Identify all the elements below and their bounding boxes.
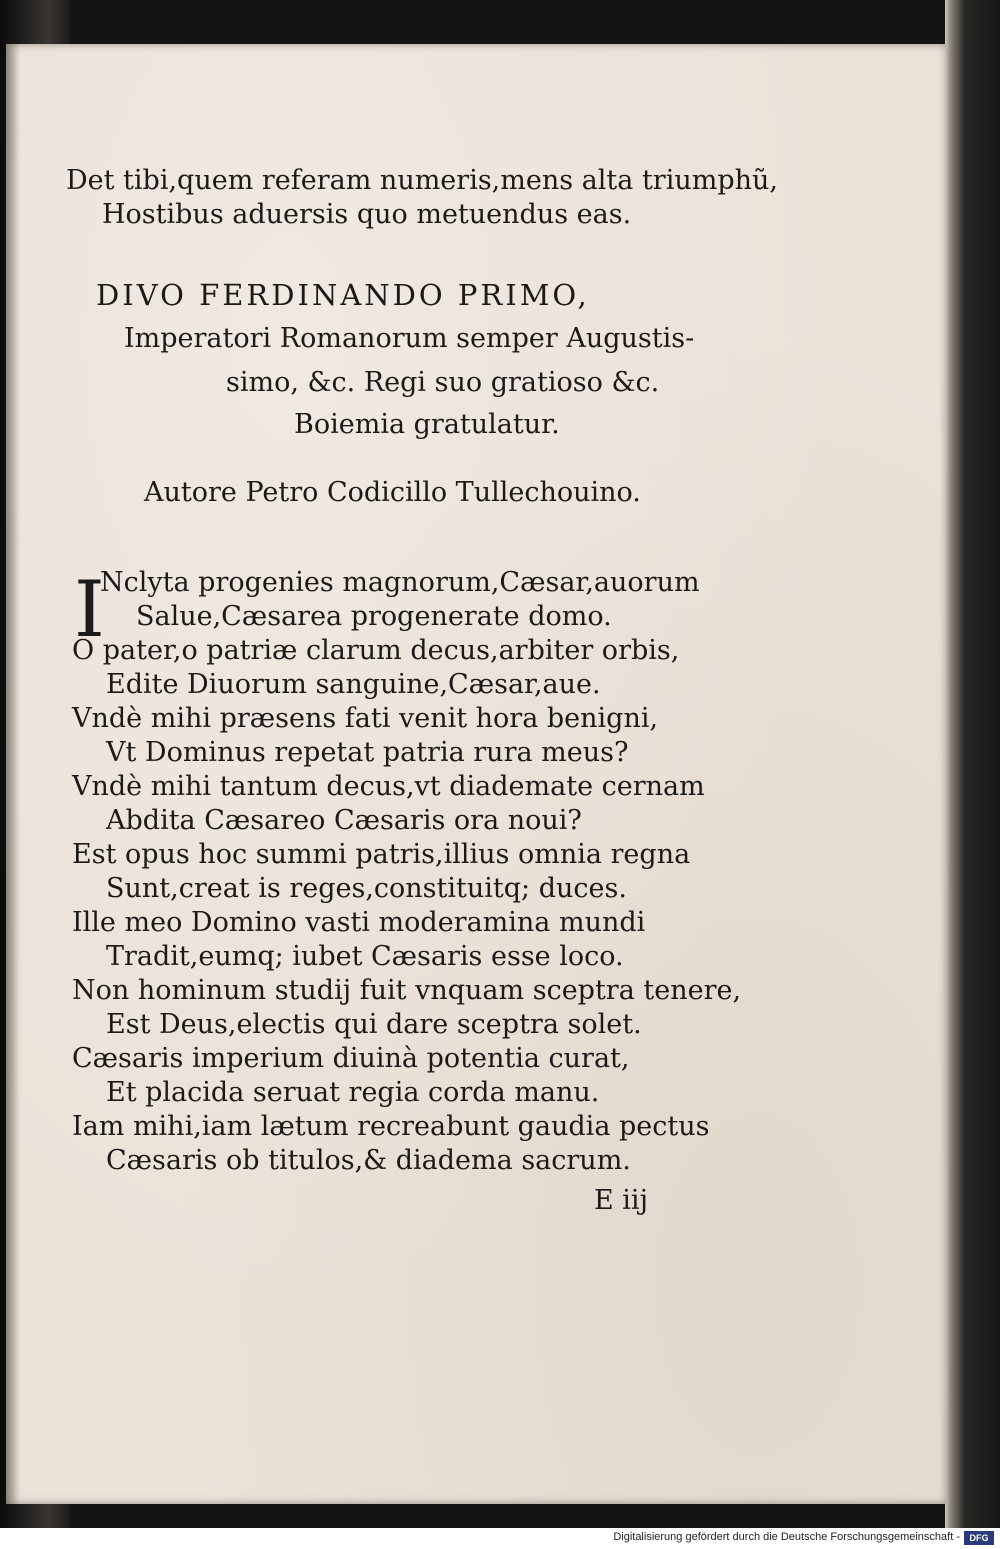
top-verse-line-1: Det tibi,quem referam numeris,mens alta triumphũ, [66, 165, 778, 196]
poem-line: O pater,o patriæ clarum decus,arbiter orbis, [72, 635, 680, 666]
poem-line: Ille meo Domino vasti moderamina mundi [72, 907, 646, 938]
poem-line: Abdita Cæsareo Cæsaris ora noui? [106, 805, 582, 836]
book-page [6, 44, 946, 1504]
author-line: Autore Petro Codicillo Tullechouino. [144, 477, 641, 508]
footer-credit-text: Digitalisierung gefördert durch die Deutsche Forschungsgemeinschaft - [613, 1531, 960, 1543]
poem-line: Est Deus,electis qui dare sceptra solet. [106, 1009, 642, 1040]
poem-line: Edite Diuorum sanguine,Cæsar,aue. [106, 669, 601, 700]
poem-line: Tradit,eumq; iubet Cæsaris esse loco. [106, 941, 624, 972]
heading-line-3: Boiemia gratulatur. [294, 409, 560, 440]
drop-cap-initial: I [74, 565, 105, 655]
poem-line: Cæsaris imperium diuinà potentia curat, [72, 1043, 630, 1074]
poem-line: Salue,Cæsarea progenerate domo. [136, 601, 612, 632]
poem-line: Vndè mihi præsens fati venit hora benigni, [72, 703, 659, 734]
footer-bar [0, 1528, 1000, 1549]
poem-line-1: Nclyta progenies magnorum,Cæsar,auorum [100, 567, 700, 598]
poem-line: Cæsaris ob titulos,& diadema sacrum. [106, 1145, 631, 1176]
dfg-logo-icon[interactable]: DFG [964, 1531, 994, 1545]
heading-title: DIVO FERDINANDO PRIMO, [96, 278, 590, 312]
page-gutter-shadow [6, 44, 20, 1504]
poem-line: Vndè mihi tantum decus,vt diademate cernam [72, 771, 705, 802]
poem-line: Sunt,creat is reges,constituitq; duces. [106, 873, 627, 904]
heading-line-1: Imperatori Romanorum semper Augustis- [124, 323, 695, 354]
book-spine-right [945, 0, 1000, 1528]
poem-line: Non hominum studij fuit vnquam sceptra tenere, [72, 975, 742, 1006]
signature-mark: E iij [594, 1185, 648, 1216]
poem-line: Iam mihi,iam lætum recreabunt gaudia pectus [72, 1111, 710, 1142]
heading-line-2: simo, &c. Regi suo gratioso &c. [226, 367, 660, 398]
top-verse-line-2: Hostibus aduersis quo metuendus eas. [102, 199, 632, 230]
poem-line: Est opus hoc summi patris,illius omnia regna [72, 839, 691, 870]
poem-line: Et placida seruat regia corda manu. [106, 1077, 600, 1108]
poem-line: Vt Dominus repetat patria rura meus? [106, 737, 629, 768]
